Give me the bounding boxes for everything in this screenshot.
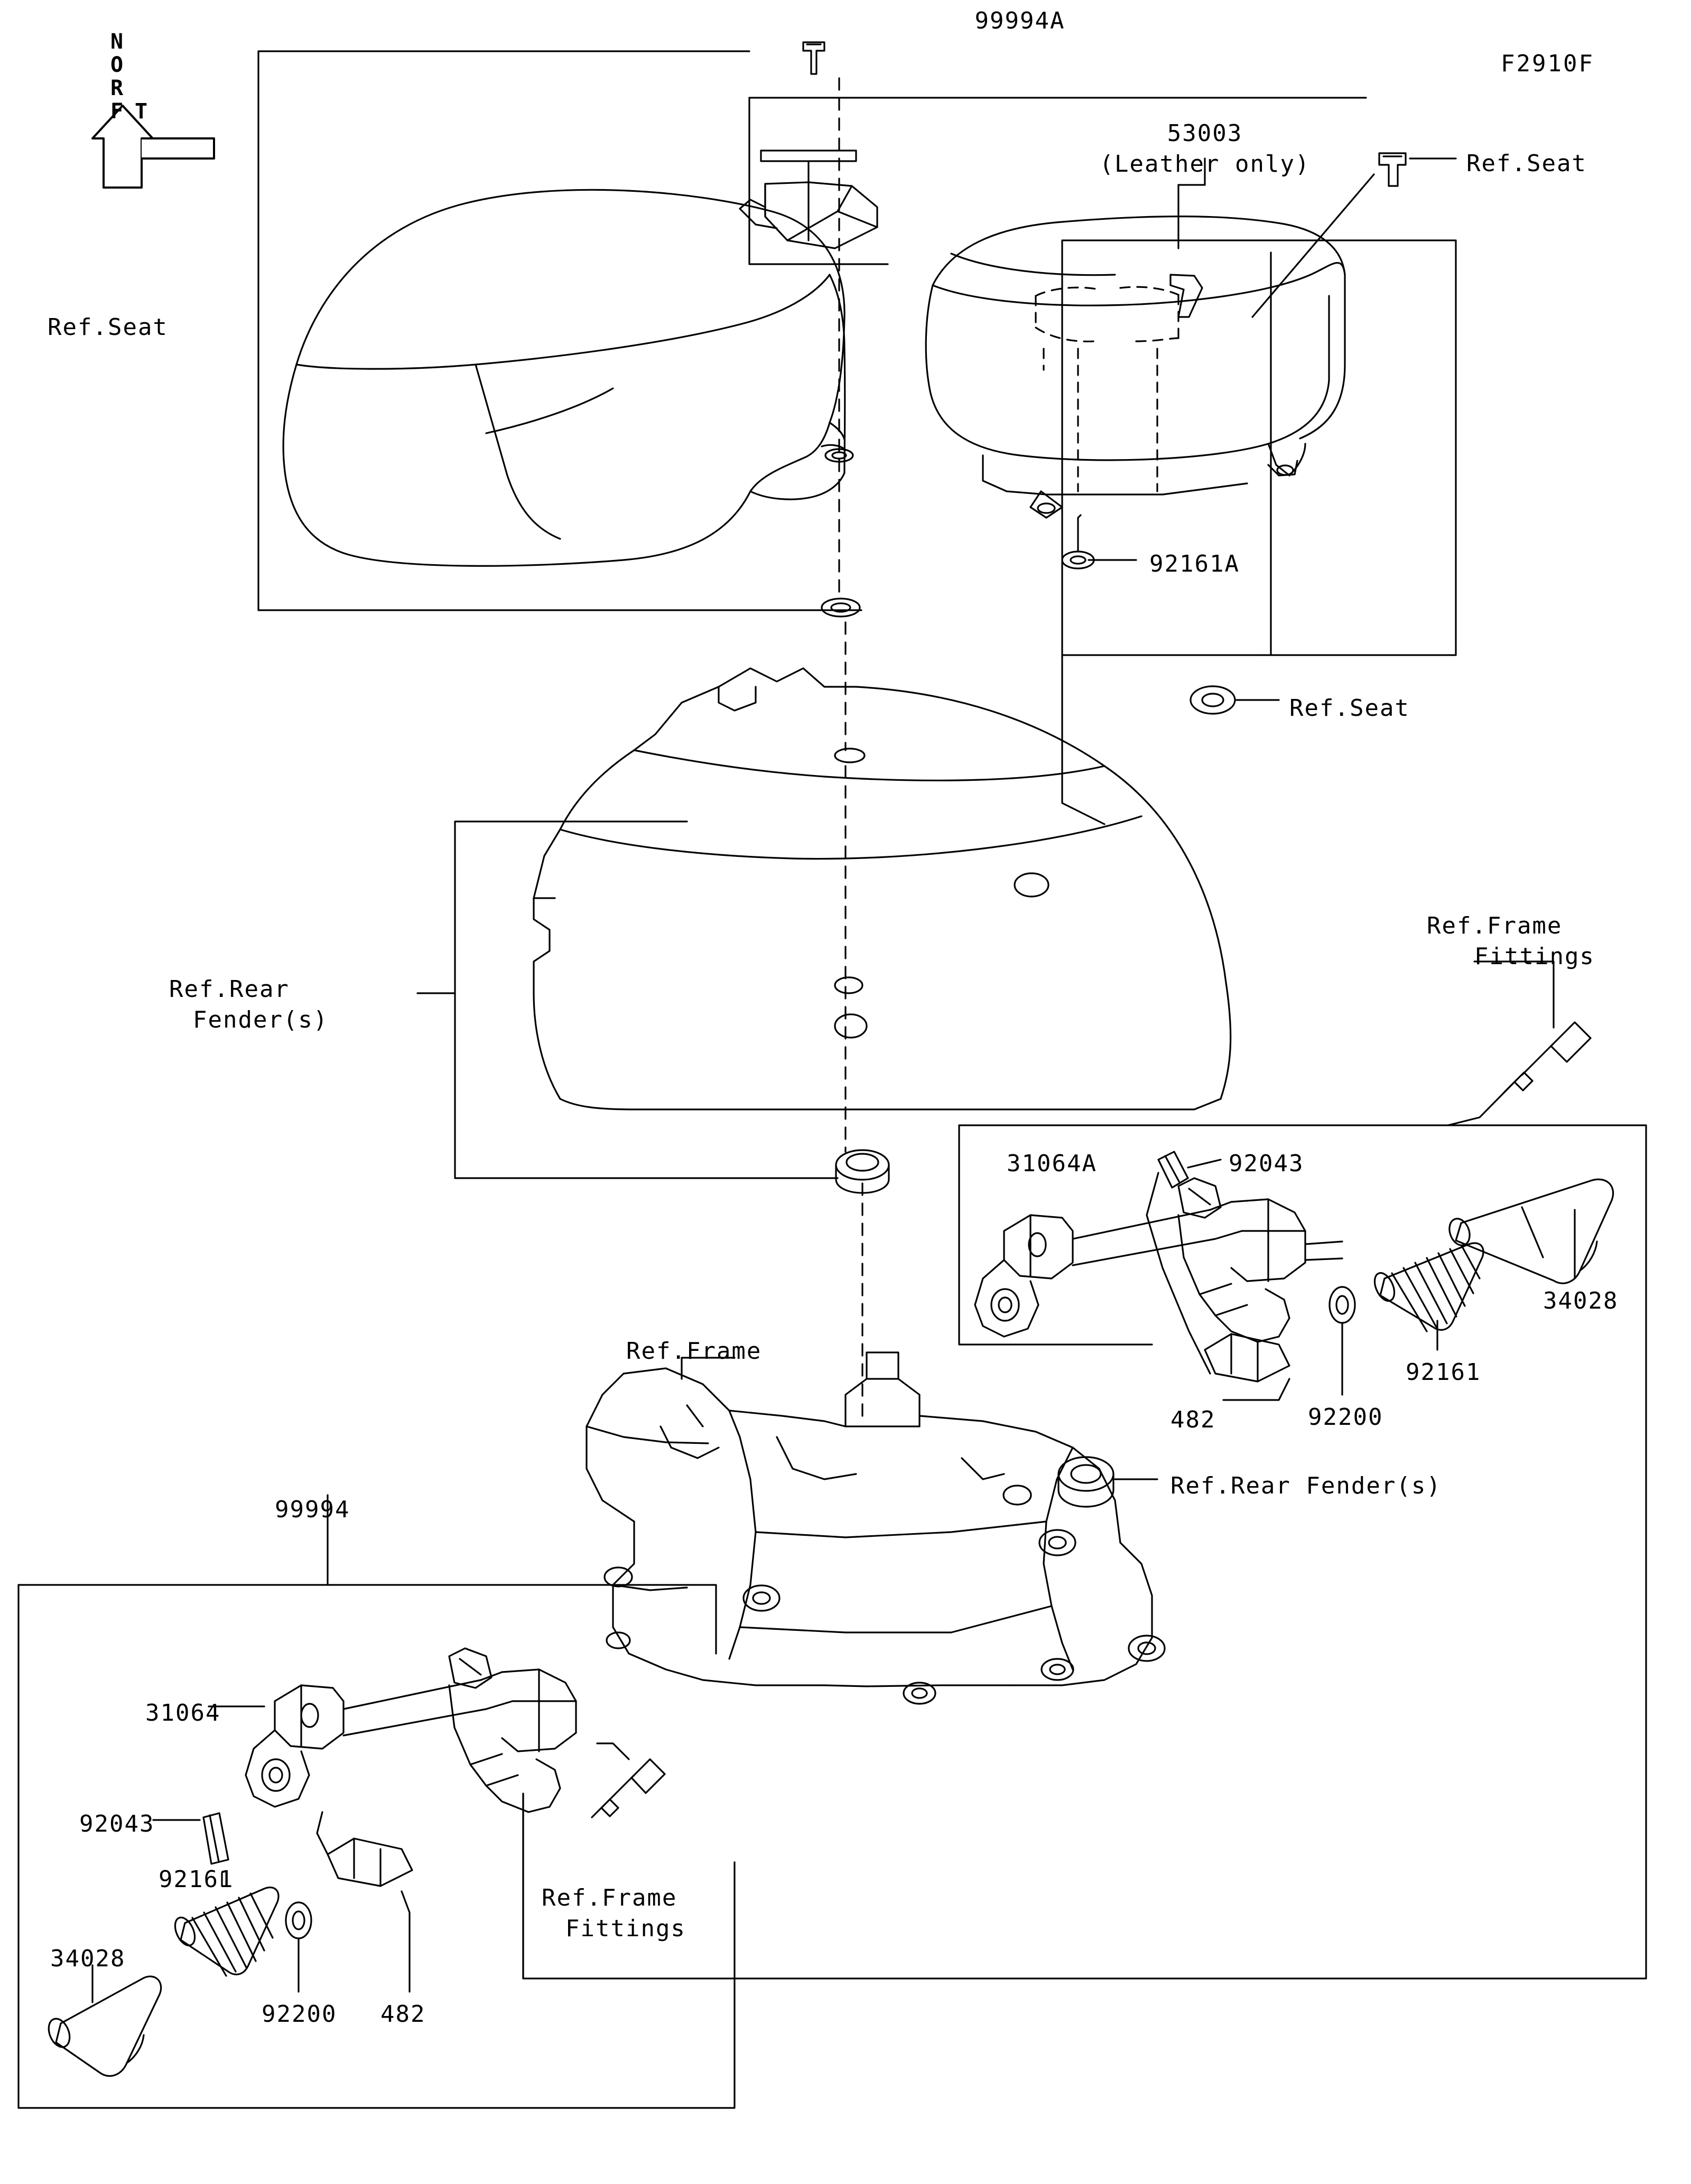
label-damper-92161a: 92161A (1149, 550, 1240, 577)
label-ref-rear-fender-left-2: Fender(s) (193, 1006, 329, 1033)
label-peg-31064a: 31064A (1007, 1150, 1097, 1177)
label-ref-seat-mid: Ref.Seat (1289, 695, 1410, 722)
rubber-34028-lower (45, 1976, 161, 2076)
label-ref-rear-fender-left-1: Ref.Rear (169, 976, 290, 1003)
label-ref-frame-fittings-bottom-1: Ref.Frame (542, 1884, 677, 1911)
label-ref-seat-right: Ref.Seat (1466, 150, 1587, 177)
label-kit-99994: 99994 (275, 1496, 350, 1523)
label-ref-frame-fittings-bottom-2: Fittings (565, 1915, 686, 1942)
washer-92200-lower (286, 1902, 311, 1938)
label-rubber-34028: 34028 (50, 1945, 126, 1972)
damper-92161-lower (171, 1888, 278, 1976)
box-leather-seat (1062, 240, 1456, 655)
front-badge-letter: R (110, 76, 124, 100)
washer-92200-upper (1330, 1287, 1355, 1323)
damper-92161-upper (1371, 1243, 1483, 1331)
label-top-kit: 99994A (974, 7, 1065, 34)
label-damper-92161: 92161 (159, 1866, 234, 1893)
label-washer-92200: 92200 (262, 2001, 337, 2028)
footpeg-bracket-upper (975, 1178, 1342, 1382)
washer-ref-seat-mid (1191, 686, 1235, 714)
upper-bracket-assembly (740, 151, 877, 248)
seat-left (283, 190, 853, 566)
label-ref-frame-fittings-right-1: Ref.Frame (1427, 912, 1563, 939)
leader-92161A-2 (1078, 515, 1081, 552)
label-peg-31064: 31064 (145, 1700, 221, 1726)
screw-ref-seat-right (1379, 153, 1406, 186)
assembly-centerline (839, 78, 862, 1416)
front-badge-letter: O (110, 53, 124, 77)
rubber-34028-upper (1446, 1179, 1613, 1283)
label-leather-note: (Leather only) (1099, 151, 1311, 178)
label-rubber-34028-top: 34028 (1543, 1287, 1619, 1314)
pin-92043-upper (1158, 1152, 1188, 1188)
seat-leather (926, 217, 1345, 518)
grommet-seat-left (822, 599, 860, 617)
front-badge-letter: N (110, 30, 124, 54)
label-washer-92200-top: 92200 (1308, 1404, 1383, 1431)
label-pin-92043-top: 92043 (1229, 1150, 1304, 1177)
motorcycle-frame (587, 1352, 1165, 1704)
rear-fender (534, 668, 1231, 1109)
label-ref-frame-fittings-right-2: Fittings (1474, 943, 1595, 970)
footpeg-bracket-lower (246, 1648, 576, 1886)
label-pin-92043: 92043 (79, 1810, 155, 1837)
label-clip-482: 482 (380, 2001, 426, 2028)
label-clip-482-top: 482 (1170, 1406, 1216, 1433)
box-kit-99994 (18, 1585, 735, 2108)
bolt-frame-fittings-upper (1504, 1022, 1591, 1093)
front-badge-letter: F (110, 99, 124, 124)
front-badge-letters (105, 30, 153, 123)
box-seat-left (258, 51, 861, 610)
sheet-code: F2910F (1501, 50, 1594, 77)
front-badge-letter: T (134, 99, 148, 124)
label-ref-rear-fender-right: Ref.Rear Fender(s) (1170, 1472, 1442, 1499)
screw-top (803, 42, 824, 74)
label-ref-frame: Ref.Frame (626, 1338, 762, 1365)
label-ref-seat-left: Ref.Seat (48, 314, 168, 341)
bolt-frame-fittings-lower (592, 1759, 665, 1817)
front-direction-badge (90, 30, 211, 214)
label-leather-part: 53003 (1167, 120, 1243, 147)
label-damper-92161-top: 92161 (1406, 1359, 1481, 1386)
box-rear-fender (455, 822, 838, 1178)
pin-92043-lower (203, 1813, 228, 1864)
